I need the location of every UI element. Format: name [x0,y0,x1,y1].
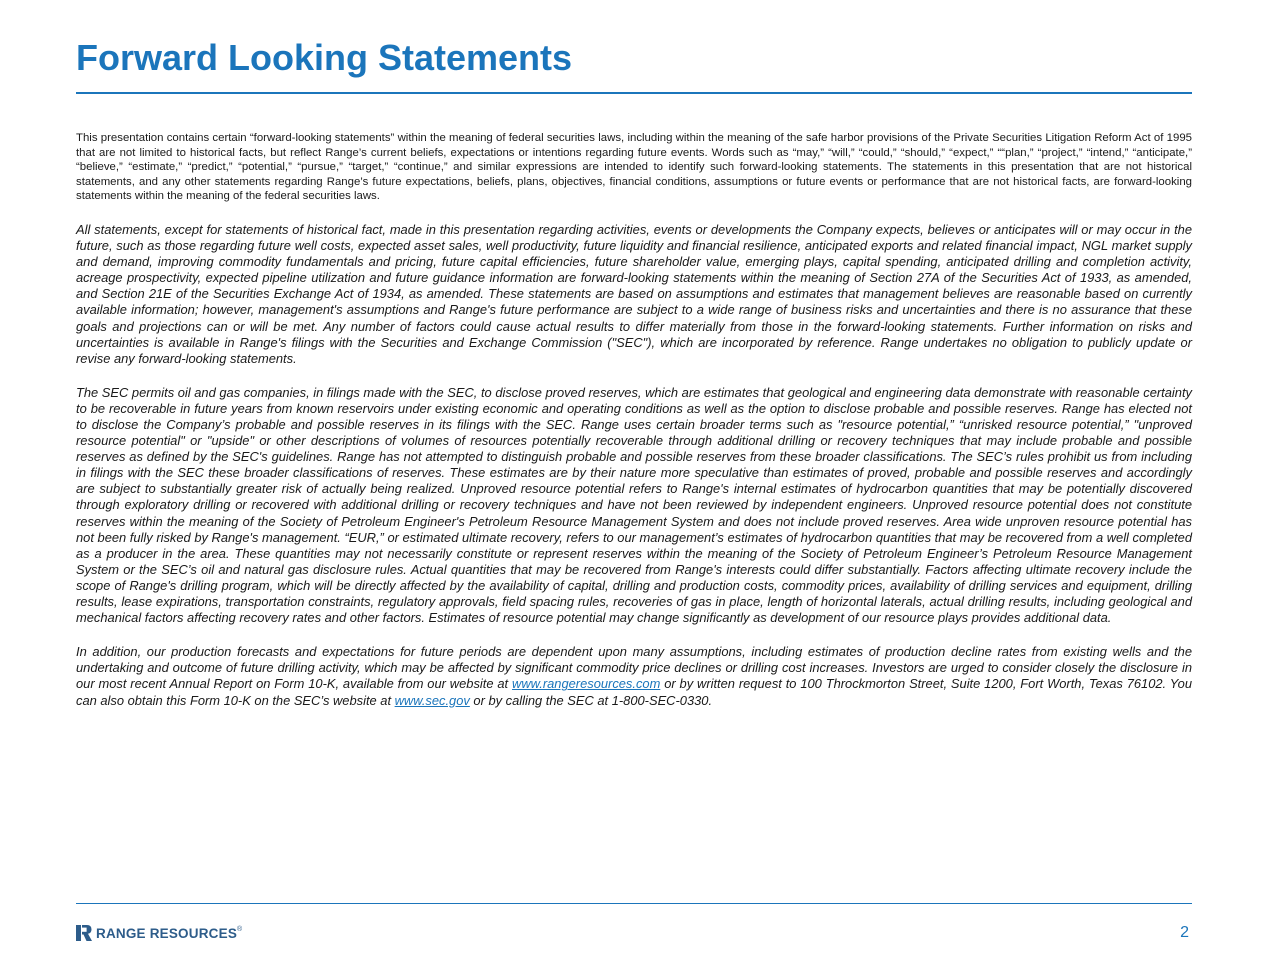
page-title: Forward Looking Statements [76,37,573,78]
disclaimer-body [76,131,1192,727]
footer-divider [76,903,1192,904]
disclaimer-paragraph-3: The SEC permits oil and gas companies, in filings made with the SEC, to disclose proved reserves, which are estimates that geological and engineering data demonstrate with reasonable certainty to be recoverable in future years from known reservoirs under existing economic and operating conditions as well as the option to disclose probable and possible reserves. Range has elected not to disclose the Company’s probable and possible reserves in its filings with the SEC. Range uses certain broader terms such as "resource potential,” “unrisked resource potential,” "unproved resource potential" or "upside" or other descriptions of volumes of resources potentially recoverable through additional drilling or recovery techniques that may include probable and possible reserves as defined by the SEC's guidelines. Range has not attempted to distinguish probable and possible reserves from these broader classifications. The SEC’s rules prohibit us from including in filings with the SEC these broader classifications of reserves. These estimates are by their nature more speculative than estimates of proved, probable and possible reserves and accordingly are subject to substantially greater risk of actually being realized. Unproved resource potential refers to Range's internal estimates of hydrocarbon quantities that may be potentially discovered through exploratory drilling or recovered with additional drilling or recovery techniques and have not been reviewed by independent engineers. Unproved resource potential does not constitute reserves within the meaning of the Society of Petroleum Engineer's Petroleum Resource Management System and does not include proved reserves. Area wide unproven resource potential has not been fully risked by Range's management. “EUR,” or estimated ultimate recovery, refers to our management’s estimates of hydrocarbon quantities that may be recovered from a well completed as a producer in the area. These quantities may not necessarily constitute or represent reserves within the meaning of the Society of Petroleum Engineer’s Petroleum Resource Management System or the SEC’s oil and natural gas disclosure rules. Actual quantities that may be recovered from Range's interests could differ substantially. Factors affecting ultimate recovery include the scope of Range's drilling program, which will be directly affected by the availability of capital, drilling and production costs, commodity prices, availability of drilling services and equipment, drilling results, lease expirations, transportation constraints, regulatory approvals, field spacing rules, recoveries of gas in place, length of horizontal laterals, actual drilling results, including geological and mechanical factors affecting recovery rates and other factors. Estimates of resource potential may change significantly as development of our resource plays provides additional data. [76,384,1192,626]
paragraph-4-text-c: or by calling the SEC at 1-800-SEC-0330. [469,692,713,708]
logo-registered-mark: ® [237,925,243,933]
range-resources-logo [76,924,242,942]
page-number: 2 [1180,924,1189,941]
logo-wordmark [96,926,242,941]
range-resources-r-icon [76,925,92,941]
paragraph-4-text-b: or by written request to 100 Throckmorton Street, Suite 1200, Fort Worth, Texas 76102. You can also obtain this Form 10-K on the SEC’s website at [76,676,1192,708]
disclaimer-paragraph-1: This presentation contains certain “forward-looking statements” within the meaning of federal securities laws, including within the meaning of the safe harbor provisions of the Private Securities Litigation Reform Act of 1995 that are not limited to historical facts, but reflect Range’s current beliefs, expectations or intentions regarding future events. Words such as “may,” “will,” “could,” “should,” “expect,” ““plan,” “project,” “intend,” “anticipate,” “believe,” “estimate,” “predict,” “potential,” “pursue,” “target,” “continue,” and similar expressions are intended to identify such forward-looking statements. The statements in this presentation that are not historical statements, and any other statements regarding Range’s future expectations, beliefs, plans, objectives, financial conditions, assumptions or future events or performance that are not historical facts, are forward-looking statements within the meaning of the federal securities laws. [76,132,1192,203]
logo-wordmark-text: RANGE RESOURCES [96,925,238,941]
range-resources-website-link[interactable]: www.rangeresources.com [512,676,661,692]
paragraph-4-text-a: In addition, our production forecasts and expectations for future periods are dependent upon many assumptions, including estimates of production decline rates from existing wells and the undertaking and outcome of future drilling activity, which may be affected by significant commodity price declines or drilling cost increases. Investors are urged to consider closely the disclosure in our most recent Annual Report on Form 10-K, available from our website at [76,644,1192,692]
disclaimer-paragraph-4 [76,644,1192,708]
title-divider [76,92,1192,94]
disclaimer-paragraph-2: All statements, except for statements of historical fact, made in this presentation regarding activities, events or developments the Company expects, believes or anticipates will or may occur in the future, such as those regarding future well costs, expected asset sales, well productivity, future liquidity and financial resilience, anticipated exports and related financial impact, NGL market supply and demand, improving commodity fundamentals and pricing, future capital efficiencies, future shareholder value, emerging plays, capital spending, anticipated drilling and completion activity, acreage prospectivity, expected pipeline utilization and future guidance information are forward-looking statements within the meaning of Section 27A of the Securities Act of 1933, as amended, and Section 21E of the Securities Exchange Act of 1934, as amended. These statements are based on assumptions and estimates that management believes are reasonable based on currently available information; however, management's assumptions and Range's future performance are subject to a wide range of business risks and uncertainties and there is no assurance that these goals and projections can or will be met. Any number of factors could cause actual results to differ materially from those in the forward-looking statements. Further information on risks and uncertainties is available in Range's filings with the Securities and Exchange Commission ("SEC"), which are incorporated by reference. Range undertakes no obligation to publicly update or revise any forward-looking statements. [76,221,1192,366]
sec-website-link[interactable]: www.sec.gov [394,692,470,708]
